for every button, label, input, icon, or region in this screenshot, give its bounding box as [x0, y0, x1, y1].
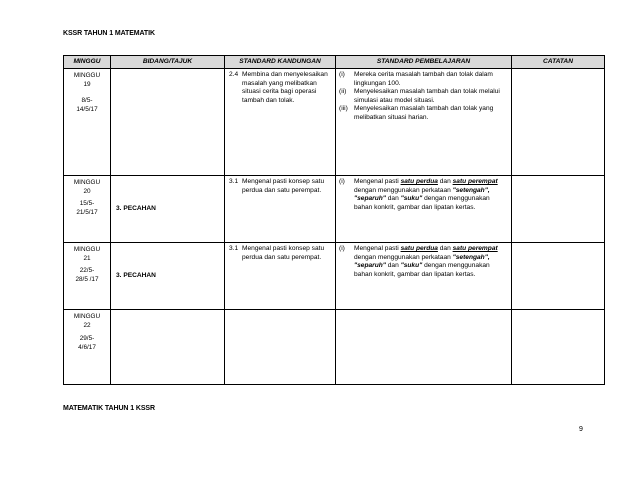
content-standard-text: Mengenal pasti konsep satu perdua dan satu perempat. [242, 178, 325, 194]
notes-cell [512, 310, 605, 385]
week-label: MINGGU [73, 313, 101, 320]
week-date-to: 14/5/17 [76, 106, 98, 113]
week-date-from: 8/5- [81, 97, 93, 104]
week-cell [64, 310, 111, 385]
week-date-from: 29/5- [79, 335, 95, 342]
week-cell [64, 69, 111, 176]
week-number: 22 [83, 322, 91, 329]
week-date-to: 21/5/17 [76, 209, 98, 216]
week-date-from: 15/5- [79, 200, 95, 207]
learning-standard-item: (i) Mereka cerita masalah tambah dan tolak dalam lingkungan 100. [339, 71, 493, 87]
learning-standard-item: (ii) Menyelesaikan masalah tambah dan tolak melalui simulasi atau model situasi. [339, 88, 500, 104]
table-header-row [64, 56, 605, 69]
content-standard-cell [225, 310, 336, 385]
learning-standard-cell [336, 69, 512, 176]
learning-standard-item: (iii) Menyelesaikan masalah tambah dan tolak yang melibatkan situasi harian. [339, 105, 494, 121]
table-row [64, 176, 605, 243]
content-standard-number: 3.1 [229, 245, 239, 252]
content-standard-cell [225, 176, 336, 243]
content-standard-cell [225, 243, 336, 310]
table-row [64, 243, 605, 310]
page-header: KSSR TAHUN 1 MATEMATIK [63, 30, 155, 37]
content-standard-number: 2.4 [229, 71, 239, 78]
learning-standard-cell [336, 243, 512, 310]
week-number: 21 [83, 255, 91, 262]
week-cell [64, 176, 111, 243]
learning-standard-cell [336, 310, 512, 385]
content-standard-text: Mengenal pasti konsep satu perdua dan satu perempat. [242, 245, 325, 261]
notes-cell [512, 69, 605, 176]
topic-cell [111, 310, 225, 385]
week-date-to: 28/5 /17 [75, 276, 99, 283]
notes-cell [512, 243, 605, 310]
learning-standard-item: (i) Mengenal pasti satu perdua dan satu perempat dengan menggunakan perkataan "setengah", "separuh" dan "suku" dengan menggunakan bahan konkrit, gambar dan lipatan kertas. [339, 178, 498, 211]
col-header-catatan: CATATAN [512, 56, 605, 69]
topic-cell: 3. PECAHAN [111, 243, 225, 310]
week-date-from: 22/5- [79, 267, 95, 274]
col-header-minggu: MINGGU [64, 56, 111, 69]
table-row [64, 310, 605, 385]
content-standard-number: 3.1 [229, 178, 239, 185]
page-footer: MATEMATIK TAHUN 1 KSSR [63, 405, 155, 412]
week-date-to: 4/6/17 [78, 344, 96, 351]
col-header-bidang-tajuk: BIDANG/TAJUK [111, 56, 225, 69]
lesson-plan-table [63, 55, 605, 385]
topic-cell [111, 69, 225, 176]
week-label: MINGGU [73, 72, 101, 79]
week-number: 19 [83, 81, 91, 88]
notes-cell [512, 176, 605, 243]
learning-standard-cell [336, 176, 512, 243]
week-label: MINGGU [73, 179, 101, 186]
page-number: 9 [579, 426, 583, 433]
table-row [64, 69, 605, 176]
week-number: 20 [83, 188, 91, 195]
week-cell [64, 243, 111, 310]
week-label: MINGGU [73, 246, 101, 253]
col-header-standard-pembelajaran: STANDARD PEMBELAJARAN [336, 56, 512, 69]
learning-standard-item: (i) Mengenal pasti satu perdua dan satu perempat dengan menggunakan perkataan "setengah", "separuh" dan "suku" dengan menggunakan bahan konkrit, gambar dan lipatan kertas. [339, 245, 498, 278]
content-standard-cell [225, 69, 336, 176]
col-header-standard-kandungan: STANDARD KANDUNGAN [225, 56, 336, 69]
content-standard-text: Membina dan menyelesaikan masalah yang melibatkan situasi cerita bagi operasi tambah dan tolak. [242, 71, 328, 104]
topic-cell: 3. PECAHAN [111, 176, 225, 243]
